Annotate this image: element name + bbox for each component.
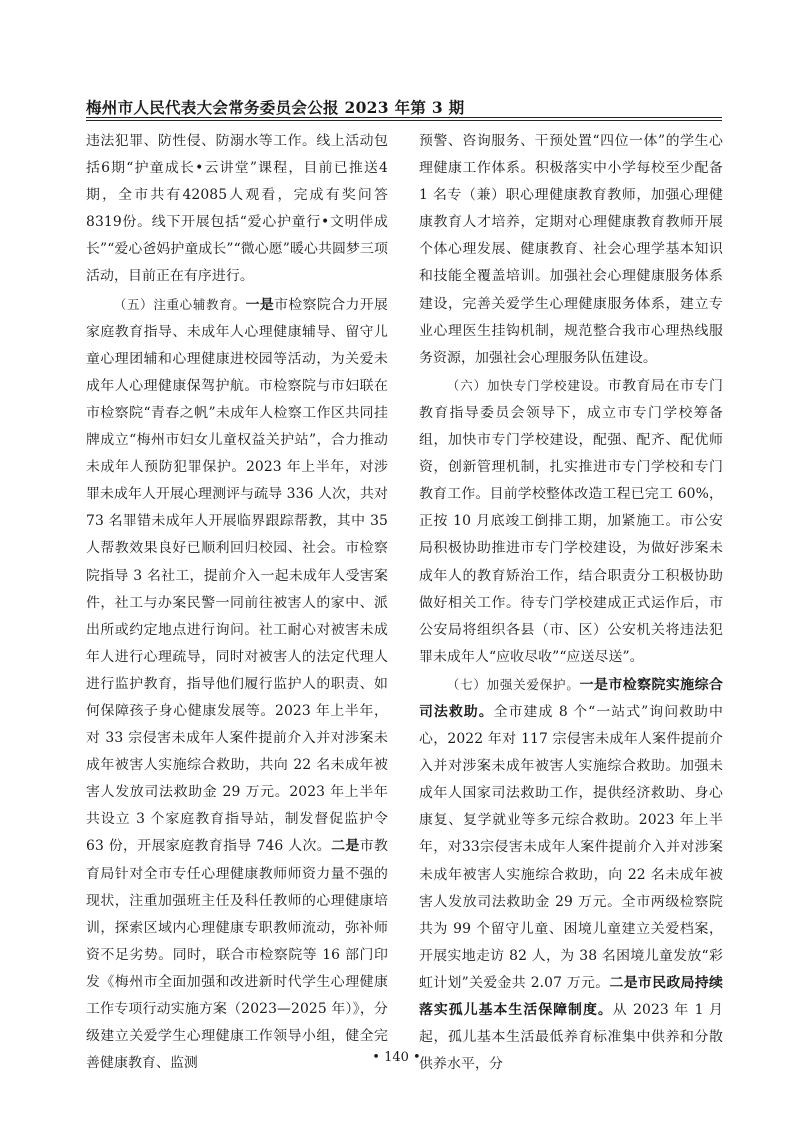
paragraph-continued xyxy=(86,128,388,291)
paragraph-section-7 xyxy=(419,671,723,1078)
right-column xyxy=(419,128,723,1078)
bold-phrase: 一是市检察院实施综合司法救助。 xyxy=(419,676,723,720)
section-heading: （七）加强关爱保护。 xyxy=(446,676,580,692)
paragraph-text: 市检察院合力开展家庭教育指导、未成年人心理健康辅导、留守儿童心理团辅和心理健康进校园等活动，为关爱未成年人心理健康保驾护航。市检察院与市妇联在市检察院“青春之帆”未成年人检察工作区共同挂牌成立“梅州市妇女儿童权益关护站”，合力推动未成年人预防犯罪保护。2023 年上半年，对涉罪未成年人开展心理测评与疏导 336 人次，共对 73 名罪错未成年人开展临界跟踪帮教，其中 35 人帮教效果良好已顺利回归校园、社会。市检察院指导 3 名社工，提前介入一起未成年人受害案件，社工与办案民警一同前往被害人的家中、派出所或约定地点进行询问。社工耐心对被害未成年人进行心理疏导，同时对被害人的法定代理人进行监护教育，指导他们履行监护人的职责、如何保障孩子身心健康发展等。2023 年上半年，对 33 宗侵害未成年人案件提前介入并对涉案未成年被害人实施综合救助，共向 22 名未成年被害人发放司法救助金 29 万元。2023 年上半年共设立 3 个家庭教育指导站，制发督促监护令 63 份，开展家庭教育指导 746 人次。 xyxy=(86,296,388,855)
paragraph-text: 预警、咨询服务、干预处置“四位一体”的学生心理健康工作体系。积极落实中小学每校至少配备 1 名专（兼）职心理健康教育教师，加强心理健康教育人才培养，定期对心理健康教育教师开展个体心理发展、健康教育、社会心理学基本知识和技能全覆盖培训。加强社会心理健康服务体系建设，完善关爱学生心理健康服务体系，建立专业心理医生挂钩机制，规范整合我市心理热线服务资源，加强社会心理服务队伍建设。 xyxy=(419,133,723,366)
lead-phrase: 一是 xyxy=(245,296,275,313)
section-heading: （六）加快专门学校建设。 xyxy=(446,377,608,393)
paragraph-text: 违法犯罪、防性侵、防溺水等工作。线上活动包括6期“护童成长•云讲堂”课程，目前已推送4期，全市共有42085人观看，完成有奖问答8319份。线下开展包括“爱心护童行•文明伴成长”“爱心爸妈护童成长”“微心愿”暖心共圆梦三项活动，目前正在有序进行。 xyxy=(86,133,388,285)
paragraph-section-5 xyxy=(86,291,388,1078)
paragraph-text: 从 2023 年 1 月起，孤儿基本生活最低养育标准集中供养和分散供养水平，分 xyxy=(419,1002,723,1073)
header-rule-top xyxy=(86,117,722,118)
paragraph-text: 市教育局在市专门教育指导委员会领导下，成立市专门学校筹备组，加快市专门学校建设，配强、配齐、配优师资，创新管理机制，扎实推进市专门学校和专门教育工作。目前学校整体改造工程已完工 60%，正按 10 月底竣工倒排工期，加紧施工。市公安局积极协助推进市专门学校建设，为做好涉案未成年人的教育矫治工作，结合职责分工积极协助做好相关工作。待专门学校建成正式运作后，市公安局将组织各县（市、区）公安机关将违法犯罪未成年人“应收尽收”“应送尽送”。 xyxy=(419,377,723,665)
publication-header: 梅州市人民代表大会常务委员会公报 2023 年第 3 期 xyxy=(86,98,465,117)
page-number: • 140 • xyxy=(372,1050,421,1065)
bold-phrase: 二是市民政局持续落实孤儿基本生活保障制度。 xyxy=(419,974,724,1018)
header-rule-bottom xyxy=(86,120,722,121)
paragraph-text: 市教育局针对全市专任心理健康教师师资力量不强的现状，注重加强班主任及科任教师的心理健康培训，探索区域内心理健康专职教师流动，弥补师资不足劣势。同时，联合市检察院等 16 部门印发《梅州市全面加强和改进新时代学生心理健康工作专项行动实施方案（2023—2025 年）》，分级建立关爱学生心理健康工作领导小组，健全完善健康教育、监测 xyxy=(86,838,388,1072)
left-column xyxy=(86,128,388,1077)
section-heading: （五）注重心辅教育。 xyxy=(113,296,246,312)
paragraph-continued xyxy=(419,128,723,372)
lead-phrase: 二是 xyxy=(331,838,360,855)
paragraph-section-6 xyxy=(419,372,723,671)
paragraph-text: 全市建成 8 个“一站式”询问救助中心，2022 年对 117 宗侵害未成年人案件提前介入并对涉案未成年被害人实施综合救助。加强未成年人国家司法救助工作，提供经济救助、身心康复、复学就业等多元综合救助。2023 年上半年，对33宗侵害未成年人案件提前介入并对涉案未成年被害人实施综合救助，向 22 名未成年被害人发放司法救助金 29 万元。全市两级检察院共为 99 个留守儿童、困境儿童建立关爱档案，开展实地走访 82 人，为 38 名困境儿童发放“彩虹计划”关爱金共 2.07 万元。 xyxy=(419,703,723,991)
